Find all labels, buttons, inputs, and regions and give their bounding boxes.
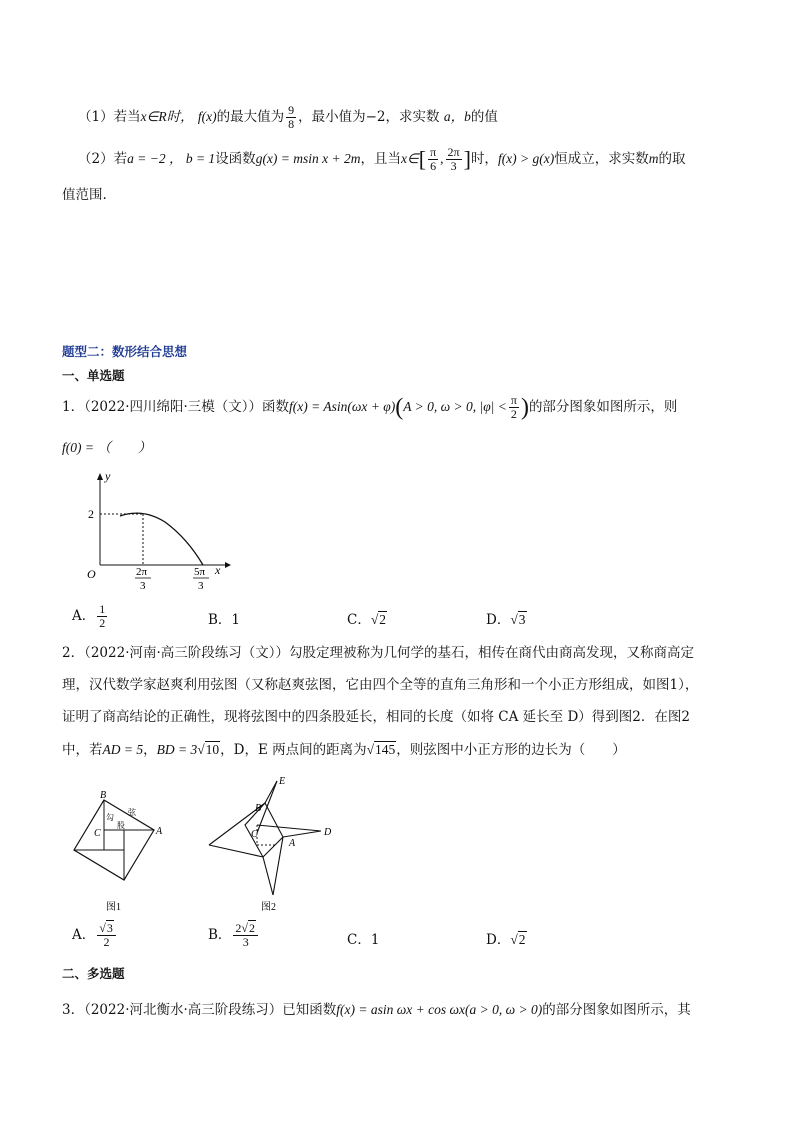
fig2-ray-left2	[209, 845, 263, 857]
q3-func: f(x) = asin ωx + cos ωx(a > 0, ω > 0)	[336, 1002, 543, 1017]
part2-ineq: f(x) > g(x)	[497, 151, 555, 166]
outer-square	[74, 800, 154, 880]
part2-label: （2）若	[78, 151, 128, 167]
part2-int-b	[446, 146, 462, 173]
part1-fx: f(x)	[197, 109, 217, 124]
part2-line: （2）若a = −2 ， b = 1设函数g(x) = msin x + 2m，且当x∈[ $\frac{\pi}{6}$ , $\frac{2\pi}{3}$ ]时，f(x) > g(x)恒成立，求实数m的取	[78, 145, 686, 173]
q2-line2: 理，汉代数学家赵爽利用弦图（又称赵爽弦图，它由四个全等的直角三角形和一个小正方形组成，如图1），	[62, 677, 699, 693]
y-label: y	[105, 470, 111, 483]
q2-l4-b: ，	[143, 742, 157, 758]
part2-text2: ，且当	[360, 151, 402, 167]
frac-num	[97, 922, 116, 936]
option-label: A．	[72, 608, 96, 624]
option-label: A．	[72, 927, 96, 943]
option-label: D．	[486, 932, 511, 948]
q2-ad: AD = 5	[102, 742, 144, 757]
radicand: 3	[106, 921, 113, 935]
frac-den: 2	[99, 616, 106, 630]
paren-left: (	[395, 394, 404, 421]
bracket-right: ]	[463, 146, 471, 172]
q2-figure1	[68, 788, 168, 916]
q2-l4-c: ，D，E 两点间的距离为	[220, 742, 367, 758]
q3-stem	[62, 1000, 691, 1020]
sqrt: √3	[99, 921, 113, 935]
fig2-ray-bottom	[263, 857, 273, 895]
fig2-label-a: A	[289, 838, 296, 849]
radicand: 10	[205, 742, 220, 757]
radicand: 145	[375, 742, 396, 757]
sqrt: √10	[197, 742, 220, 757]
q1-cond: A > 0, ω > 0, |φ| <	[403, 399, 507, 414]
part2-text5: 的取	[658, 151, 686, 167]
q2-l4-d: ，则弦图中小正方形的边长为（ ）	[396, 742, 626, 758]
frac-num: π	[430, 145, 437, 159]
frac-den: 2	[510, 407, 517, 421]
section-type2-heading: 题型二：数形结合思想	[62, 344, 188, 359]
x-tick2-den: 3	[198, 580, 204, 592]
q2-option-b[interactable]	[208, 922, 260, 949]
part2-text1: 设函数	[215, 151, 256, 167]
q1-tail: 的部分图象如图所示，则	[528, 399, 678, 415]
option-label: D．	[486, 612, 511, 628]
frac-den: 3	[242, 935, 249, 949]
part2-gx: g(x) = msin x + 2m	[255, 151, 361, 166]
frac-num: π	[510, 393, 517, 407]
q1-option-b[interactable]: B．1	[208, 612, 241, 628]
section-single-heading: 一、单选题	[62, 368, 125, 383]
q2-option-a[interactable]	[72, 922, 118, 949]
fig2-label-e: E	[279, 776, 286, 787]
sqrt: √2	[241, 921, 256, 935]
y-axis-arrow	[97, 473, 103, 480]
coef: 2	[235, 921, 242, 935]
q3-prefix: 3．（2022·河北衡水·高三阶段练习）已知函数	[62, 1002, 337, 1018]
fig1-label-b: B	[100, 790, 107, 801]
part1-condition: x∈R时，	[140, 109, 194, 124]
part1-label: （1）若当	[78, 109, 141, 125]
section-multi-heading: 二、多选题	[62, 966, 125, 981]
x-tick1-den: 3	[140, 580, 146, 592]
radicand: 2	[518, 932, 526, 947]
x-tick2-num: 5π	[194, 566, 206, 578]
frac-den: 6	[430, 159, 437, 173]
q2-bd: BD = 3	[156, 742, 198, 757]
sqrt: √3	[510, 612, 526, 627]
bracket-left: [	[418, 146, 427, 172]
q1-option-a[interactable]	[72, 603, 109, 630]
q2-figure2	[205, 775, 345, 916]
fig2-ray-d	[283, 831, 321, 837]
sqrt: √2	[510, 932, 526, 947]
fig1-gu: 股	[117, 821, 125, 830]
fig2-caption: 图2	[261, 902, 276, 913]
part2-text4: 恒成立，求实数	[554, 151, 649, 167]
part1-max-fraction	[286, 104, 296, 131]
radicand: 2	[249, 921, 256, 935]
fig1-label-a: A	[156, 826, 163, 837]
q1-graph	[75, 470, 235, 595]
fig2-label-c: C	[251, 829, 258, 840]
q1-stem	[62, 394, 677, 421]
fig2-label-d: D	[324, 827, 332, 838]
q1-option-c[interactable]	[347, 608, 387, 628]
x-tick1-num: 2π	[136, 566, 148, 578]
q1-ask: f(0) = （ ）	[62, 440, 152, 455]
paren-right: )	[520, 394, 529, 421]
frac-num: 2π	[447, 145, 460, 159]
q1-option-d[interactable]	[486, 608, 527, 628]
part1-vars: a，b	[443, 109, 471, 124]
part1-line	[78, 104, 498, 131]
part2-interval-pre: x∈	[401, 151, 419, 166]
part2-int-a	[428, 146, 438, 173]
radicand: 2	[379, 612, 387, 627]
q1-func: f(x) = Asin(ωx + φ)	[289, 399, 396, 414]
fig1-xian: 弦	[128, 808, 136, 817]
sqrt: √2	[370, 612, 387, 627]
q1-prefix: 1．（2022·四川绵阳·三模（文））函数	[62, 399, 290, 415]
part2-line2: 值范围.	[62, 187, 107, 203]
part1-min-text: ，最小值为−2，求实数	[298, 109, 440, 125]
frac-den: 2	[103, 935, 110, 949]
q2-option-c[interactable]: C．1	[347, 932, 380, 948]
q2-b-frac	[233, 922, 258, 949]
frac-den: 3	[450, 159, 457, 173]
q1-cond-frac	[509, 394, 519, 421]
fig2-ray-d2	[257, 825, 321, 831]
fig1-caption: 图1	[106, 902, 121, 913]
q2-a-frac	[97, 922, 116, 949]
part1-max-text: 的最大值为	[216, 109, 285, 125]
frac-den: 8	[288, 117, 295, 131]
fig2-label-b: B	[255, 803, 262, 814]
q2-line1: 2．（2022·河南·高三阶段练习（文））勾股定理被称为几何学的基石，相传在商代由商高发现，又称商高定	[62, 645, 695, 661]
frac-num: 1	[99, 602, 106, 616]
radicand: 3	[518, 612, 526, 627]
fig1-gou: 勾	[106, 813, 114, 822]
x-label: x	[215, 563, 221, 577]
fig1-label-c: C	[94, 828, 101, 839]
origin-label: O	[87, 567, 96, 581]
frac-num	[233, 922, 258, 936]
q1-a-frac	[97, 603, 107, 630]
sqrt: √145	[366, 742, 396, 757]
x-axis-arrow	[225, 562, 231, 568]
option-label: B．	[208, 927, 232, 943]
y-tick-2: 2	[88, 507, 94, 521]
q2-l4-a: 中，若	[62, 742, 103, 758]
q3-tail: 的部分图象如图所示，其	[542, 1002, 691, 1018]
part2-text3: 时，	[470, 151, 498, 167]
q2-line3: 证明了商高结论的正确性，现将弦图中的四条股延长，相同的长度（如将 CA 延长至 D）得到图2．在图2	[62, 709, 690, 725]
part2-m: m	[648, 151, 659, 166]
q2-line4	[62, 740, 626, 760]
part1-tail: 的值	[470, 109, 498, 125]
part2-cond: a = −2 ， b = 1	[127, 151, 216, 166]
option-label: C．	[347, 612, 371, 628]
frac-num: 9	[288, 103, 295, 117]
q2-option-d[interactable]	[486, 928, 527, 948]
sine-curve	[120, 513, 203, 565]
